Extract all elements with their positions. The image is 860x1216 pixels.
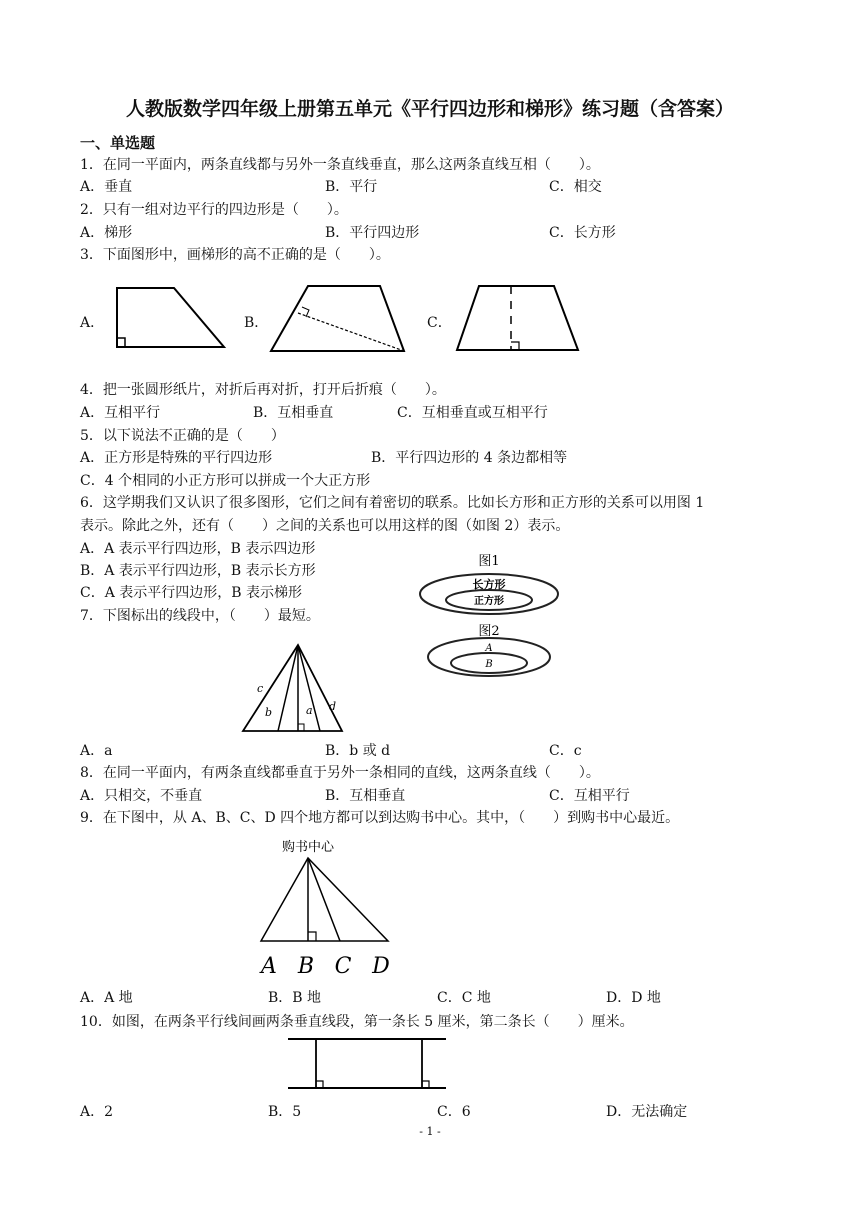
q4-option-b: B．互相垂直: [253, 405, 334, 421]
q10-stem: 10．如图，在两条平行线间画两条垂直线段，第一条长 5 厘米，第二条长（ ）厘米。: [80, 1014, 634, 1030]
q9-point-a: A: [261, 954, 277, 979]
q1-option-c: C．相交: [549, 179, 602, 195]
q2-option-a: A．梯形: [80, 225, 133, 241]
q9-point-c: C: [334, 954, 352, 979]
q7-option-b: B．b 或 d: [325, 743, 391, 759]
q6-venn-figures: [414, 551, 564, 689]
q10-option-c: C．6: [437, 1104, 471, 1120]
q7-label-a: a: [306, 704, 313, 717]
q3-option-c: C．: [427, 315, 452, 331]
q5-option-b: B．平行四边形的 4 条边都相等: [371, 450, 568, 466]
q2-option-b: B．平行四边形: [325, 225, 420, 241]
q1-option-a: A．垂直: [80, 179, 133, 195]
q4-stem: 4．把一张圆形纸片，对折后再对折，打开后折痕（ ）。: [80, 382, 446, 398]
q3-stem: 3．下面图形中，画梯形的高不正确的是（ ）。: [80, 247, 390, 263]
q5-option-c: C．4 个相同的小正方形可以拼成一个大正方形: [80, 473, 371, 489]
q6-option-b: B．A 表示平行四边形，B 表示长方形: [80, 563, 316, 579]
q7-label-d: d: [329, 700, 337, 713]
q7-triangle-figure: [240, 642, 346, 736]
q10-option-d: D．无法确定: [606, 1104, 688, 1120]
q6-fig1-inner-label: 正方形: [474, 596, 504, 607]
q7-option-c: C．c: [549, 743, 582, 759]
q3-figure-b-trapezoid: [268, 283, 408, 355]
q5-stem: 5．以下说法不正确的是（ ）: [80, 428, 285, 444]
q10-option-a: A．2: [80, 1104, 114, 1120]
q6-stem-line1: 6．这学期我们又认识了很多图形，它们之间有着密切的联系。比如长方形和正方形的关系可以用图 1: [80, 495, 705, 511]
q8-option-c: C．互相平行: [549, 788, 630, 804]
q2-stem: 2．只有一组对边平行的四边形是（ ）。: [80, 202, 348, 218]
q9-point-b: B: [297, 954, 315, 979]
q10-parallel-lines-figure: [286, 1034, 448, 1094]
q6-fig2-outer-label: A: [485, 643, 493, 654]
q9-bookstore-figure: [252, 834, 402, 979]
q9-bookstore-label: 购书中心: [281, 840, 335, 855]
q9-point-d: D: [372, 954, 390, 979]
q3-option-a: A．: [80, 315, 105, 331]
q6-fig1-label: 图1: [478, 554, 500, 569]
page-number: - 1 -: [419, 1125, 441, 1138]
q6-fig1-outer-label: 长方形: [472, 578, 506, 591]
section-heading: 一、单选题: [80, 134, 156, 152]
q1-option-b: B．平行: [325, 179, 378, 195]
q8-option-b: B．互相垂直: [325, 788, 406, 804]
q9-option-a: A．A 地: [80, 990, 133, 1006]
q2-option-c: C．长方形: [549, 225, 616, 241]
q9-stem: 9．在下图中，从 A、B、C、D 四个地方都可以到达购书中心。其中，（ ）到购书中心最近。: [80, 810, 680, 826]
q4-option-a: A．互相平行: [80, 405, 161, 421]
q3-option-b: B．: [244, 315, 269, 331]
q9-option-b: B．B 地: [268, 990, 322, 1006]
q7-label-b: b: [265, 706, 273, 719]
q6-fig2-label: 图2: [478, 624, 500, 639]
q9-option-d: D．D 地: [606, 990, 661, 1006]
q1-stem: 1．在同一平面内，两条直线都与另外一条直线垂直，那么这两条直线互相（ ）。: [80, 157, 600, 173]
q6-option-a: A．A 表示平行四边形，B 表示四边形: [80, 541, 316, 557]
q9-option-c: C．C 地: [437, 990, 491, 1006]
q7-label-c: c: [257, 682, 264, 695]
q4-option-c: C．互相垂直或互相平行: [397, 405, 548, 421]
q6-option-c: C．A 表示平行四边形，B 表示梯形: [80, 585, 303, 601]
q6-stem-line2: 表示。除此之外，还有（ ）之间的关系也可以用这样的图（如图 2）表示。: [80, 518, 570, 534]
q8-option-a: A．只相交，不垂直: [80, 788, 203, 804]
q7-stem: 7．下图标出的线段中，（ ）最短。: [80, 608, 320, 624]
q8-stem: 8．在同一平面内，有两条直线都垂直于另外一条相同的直线，这两条直线（ ）。: [80, 765, 600, 781]
q3-figure-c-trapezoid: [454, 283, 584, 353]
q10-option-b: B．5: [268, 1104, 302, 1120]
q6-fig2-inner-label: B: [485, 659, 493, 670]
page-title: 人教版数学四年级上册第五单元《平行四边形和梯形》练习题（含答案）: [125, 98, 734, 120]
q3-figure-a-trapezoid: [112, 283, 232, 353]
q7-option-a: A．a: [80, 743, 113, 759]
q5-option-a: A．正方形是特殊的平行四边形: [80, 450, 273, 466]
